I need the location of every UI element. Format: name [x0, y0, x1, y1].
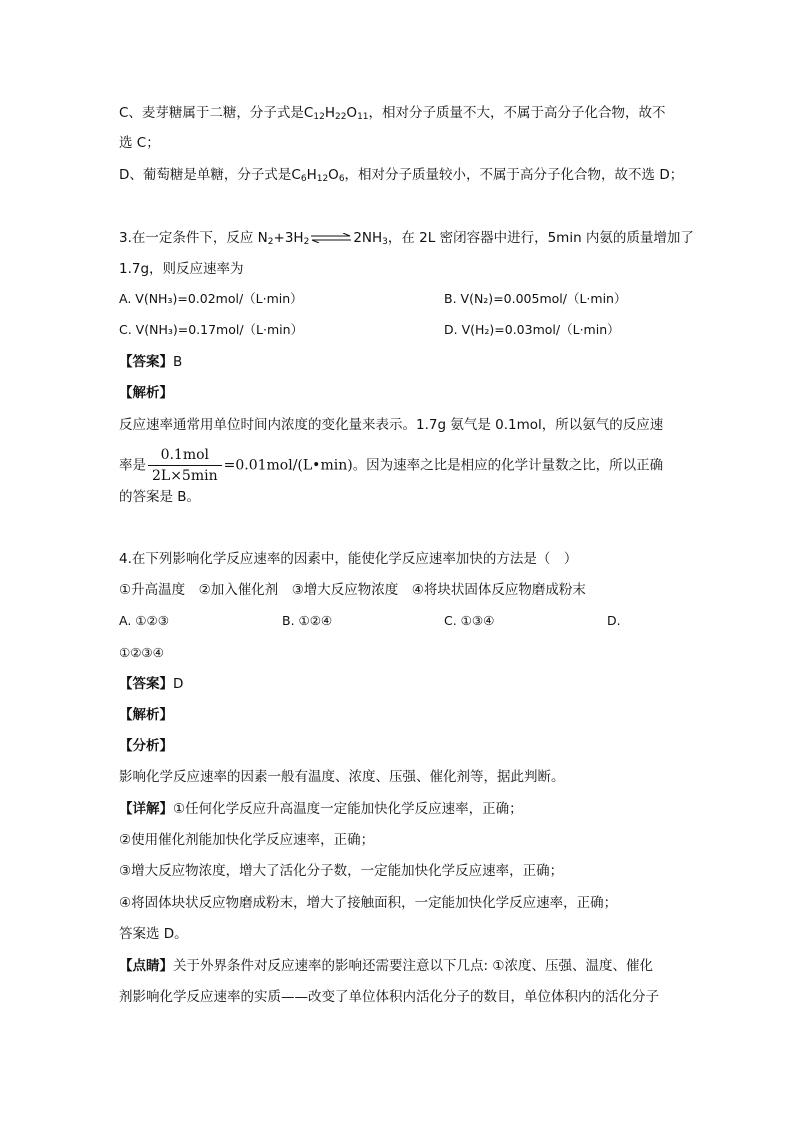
question-4-fenxi-label: 【分析】 [119, 738, 173, 754]
option-c-explanation-line1: C、麦芽糖属于二糖，分子式是$C_{12}H_{22}O_{11}$，相对分子质量不大，不属于高分子化合物，故不 [119, 105, 666, 122]
option-c-explanation-line2: 选 C； [119, 135, 160, 151]
rate-fraction: $\frac{\text{0.1mol}}{2L\times 5\min}$ [148, 446, 222, 485]
question-3-analysis-line2: 率是 $\frac{\text{0.1mol}}{2L\times 5\min}$ =0.01mol/(L•min)。因为速率之比是相应的化学计量数之比，所以正确 [119, 447, 664, 484]
question-4-tip-line1: 【点睛】关于外界条件对反应速率的影响还需要注意以下几点: ①浓度、压强、温度、催化 [119, 958, 653, 974]
question-3-option-c: C. V(NH₃)=0.17mol/（L·min） [119, 322, 304, 337]
option-d-explanation: D、葡萄糖是单糖，分子式是$C_6H_{12}O_6$，相对分子质量较小，不属于高分子化合物，故不选 D； [119, 167, 684, 184]
question-4-detail-4: ④将固体块状反应物磨成粉末，增大了接触面积，一定能加快化学反应速率，正确； [119, 895, 618, 911]
question-4-option-d: D. [607, 613, 621, 628]
question-4-option-b: B. ①②④ [282, 613, 333, 628]
question-3-stem-line2: 1.7g，则反应速率为 [119, 261, 244, 277]
question-3-analysis-line3: 的答案是 B。 [119, 489, 201, 505]
question-4-detail-3: ③增大反应物浓度，增大了活化分子数，一定能加快化学反应速率，正确； [119, 863, 564, 879]
question-4-factors: ①升高温度 ②加入催化剂 ③增大反应物浓度 ④将块状固体反应物磨成粉末 [119, 582, 586, 598]
question-3-option-a: A. V(NH₃)=0.02mol/（L·min） [119, 291, 303, 306]
question-4-fenxi-text: 影响化学反应速率的因素一般有温度、浓度、压强、催化剂等，据此判断。 [119, 769, 565, 785]
question-4-detail-2: ②使用催化剂能加快化学反应速率，正确； [119, 832, 375, 848]
question-3-analysis-line1: 反应速率通常用单位时间内浓度的变化量来表示。1.7g 氨气是 0.1mol，所以氨气的反应速 [119, 417, 664, 433]
question-4-stem: 4.在下列影响化学反应速率的因素中，能使化学反应速率加快的方法是（ ） [119, 551, 578, 567]
question-4-answer: 【答案】D [119, 676, 184, 692]
question-4-option-d-continued: ①②③④ [119, 645, 164, 660]
question-4-option-c: C. ①③④ [444, 613, 495, 628]
question-4-analysis-label: 【解析】 [119, 707, 173, 723]
question-3-option-b: B. V(N₂)=0.005mol/（L·min） [444, 291, 627, 306]
question-4-conclusion: 答案选 D。 [119, 926, 188, 942]
question-3-option-d: D. V(H₂)=0.03mol/（L·min） [444, 322, 620, 337]
question-3-answer: 【答案】B [119, 354, 183, 370]
question-3-stem-line1: 3.在一定条件下，反应 $N_2+3H_2$ $2NH_3$，在 2L 密闭容器中进行，5min 内氨的质量增加了 [119, 230, 694, 247]
equilibrium-arrow-icon [310, 233, 352, 243]
question-4-tip-line2: 剂影响化学反应速率的实质——改变了单位体积内活化分子的数目，单位体积内的活化分子 [119, 989, 659, 1005]
question-3-analysis-label: 【解析】 [119, 385, 173, 401]
question-4-option-a: A. ①②③ [119, 613, 169, 628]
question-4-detail-1: 【详解】①任何化学反应升高温度一定能加快化学反应速率，正确； [119, 801, 523, 817]
